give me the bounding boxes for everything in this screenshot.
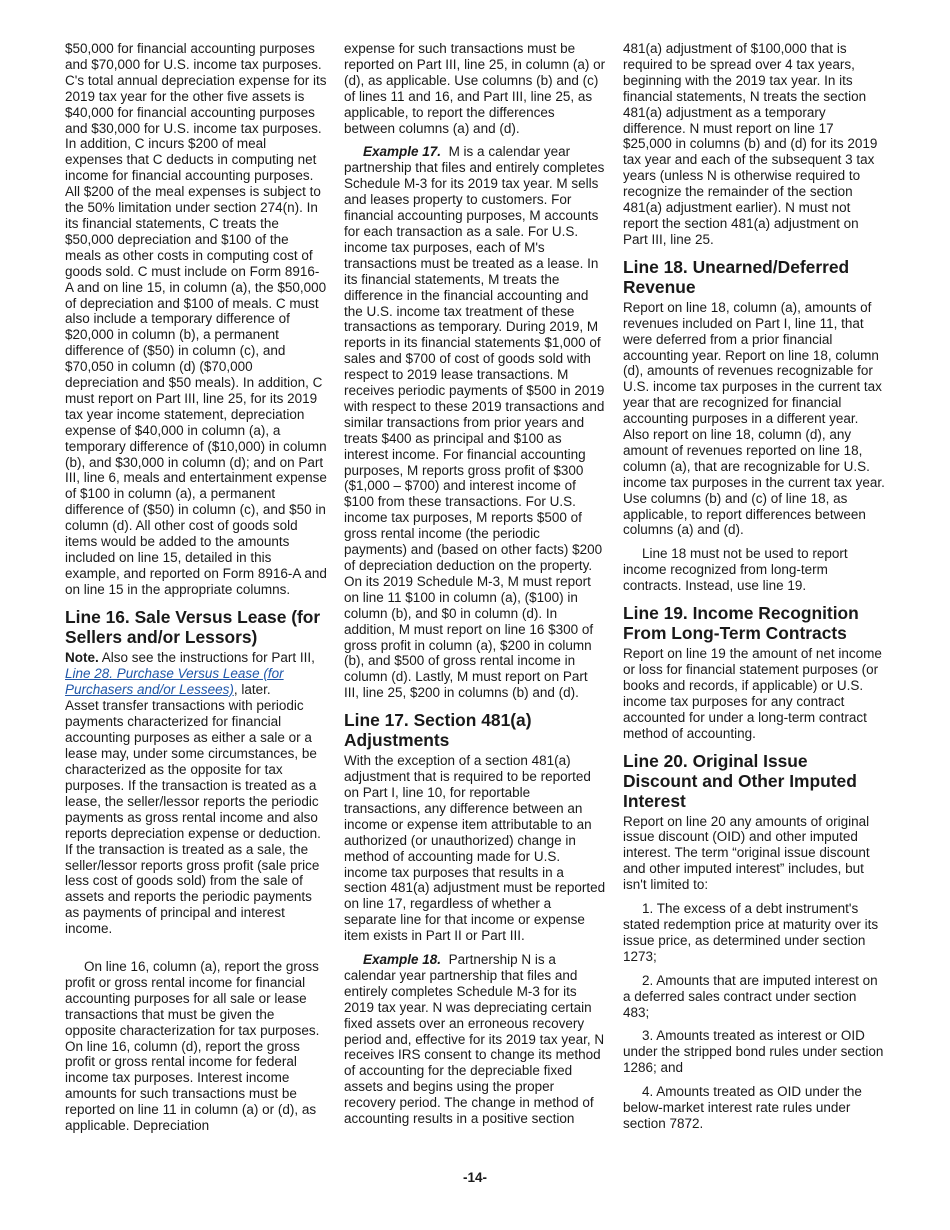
paragraph-line-18: Report on line 18, column (a), amounts of revenues included on Part I, line 11, that were deferred from a prior financial accounting year. Report on line 18, column (d), amounts of revenues recognizable for U.S. income tax purposes in the current tax year that are recognized for financial accounting purposes in a different year. Also report on line 18, column (d), any amount of revenues reported on line 18, column (a), that are recognizable for U.S. income tax purposes in the current tax year. Use columns (b) and (c) of line 18, as applicable, to report differences between columns (a) and (d). [623, 299, 885, 538]
example-17 [344, 144, 606, 701]
paragraph-line-18-note: Line 18 must not be used to report income recognized from long-term contracts. Instead, use line 19. [623, 546, 848, 594]
column-left [65, 41, 327, 1134]
paragraph-depreciation-continued: expense for such transactions must be reported on Part III, line 25, in column (a) or (d), as applicable. Use columns (b) and (c) of lines 11 and 16, and Part III, line 25, as applicable, to report the differences between columns (a) and (d). [344, 41, 606, 136]
heading-line-16: Line 16. Sale Versus Lease (for Sellers and/or Lessors) [65, 606, 321, 647]
note-label: Note. [65, 649, 99, 665]
example-18-label: Example 18. [363, 952, 442, 968]
paragraph-section-481a: With the exception of a section 481(a) adjustment that is required to be reported on Part I, line 10, for reportable transactions, any difference between an income or expense item attributable to an authorized (or unauthorized) change in method of accounting made for U.S. income tax purposes that results in a section 481(a) adjustment must be reported on line 17, regardless of whether a separate line for that income or expense item exists in Part II or Part III. [344, 753, 606, 944]
list-item: 4. Amounts treated as OID under the below-market interest rate rules under section 7872. [623, 1084, 862, 1131]
heading-line-17: Line 17. Section 481(a) Adjustments [344, 710, 532, 751]
paragraph-line-20: Report on line 20 any amounts of original issue discount (OID) and other imputed interest. The term “original issue discount and other imputed interest” includes, but isn't limited to: [623, 813, 870, 893]
list-item: 3. Amounts treated as interest or OID under the stripped bond rules under section 1286; and [623, 1028, 884, 1076]
paragraph-line-16-columns: On line 16, column (a), report the gross profit or gross rental income for financial accounting purposes for all sale or lease transactions that must be given the opposite characterization for tax purposes. On line 16, column (d), report the gross profit or gross rental income for federal income tax purposes. Interest income amounts for such transactions must be reported on line 11 in column (a) or (d), as applicable. Depreciation [65, 959, 320, 1134]
example-17-label: Example 17. [363, 144, 442, 160]
list-item: 1. The excess of a debt instrument's stated redemption price at maturity over its issue price, as determined under section 1273; [623, 901, 879, 964]
list-item: 2. Amounts that are imputed interest on a deferred sales contract under section 483; [623, 972, 878, 1020]
heading-line-19: Line 19. Income Recognition From Long-Term Contracts [623, 603, 859, 644]
paragraph-asset-transfer: Asset transfer transactions with periodic payments characterized for financial accounting purposes as either a sale or a lease may, under some circumstances, be characterized as the opposite for tax purposes. If the transaction is treated as a lease, the seller/lessor reports the periodic payments as gross rental income and also reports depreciation expense or deduction. If the transaction is treated as a sale, the seller/lessor reports gross profit (sale price less cost of goods sold) from the sale of assets and reports the periodic payments as payments of principal and interest income. [65, 698, 321, 937]
note-tail: , later. [233, 681, 271, 697]
column-middle [344, 41, 606, 1127]
paragraph-line-19: Report on line 19 the amount of net income or loss for financial statement purposes (or books and records, if applicable) or U.S. income tax purposes for any contract accounted for under a long-term contract method of accounting. [623, 646, 882, 741]
page-number: -14- [462, 1170, 487, 1185]
heading-line-18: Line 18. Unearned/Deferred Revenue [623, 256, 850, 297]
example-18-text: Partnership N is a calendar year partnership that files and entirely completes Schedule M-3 for its 2019 tax year. N was depreciating certain fixed assets over an erroneous recovery period and, effective for its 2019 tax year, N receives IRS consent to change its method of accounting for the depreciable fixed assets and begins using the proper recovery period. The change in method of accounting results in a positive section [344, 952, 605, 1127]
heading-line-20: Line 20. Original Issue Discount and Other Imputed Interest [623, 750, 857, 811]
paragraph-example-18-continued: 481(a) adjustment of $100,000 that is required to be spread over 4 tax years, beginning with the 2019 tax year. In its financial statements, N treats the section 481(a) adjustment as a temporary difference. N must report on line 17 $25,000 in columns (b) and (d) for its 2019 tax year and each of the subsequent 3 tax years (unless N is otherwise required to recognize the remainder of the section 481(a) adjustment earlier). N must not report the section 481(a) adjustment on Part III, line 25. [623, 41, 878, 247]
example-18 [344, 952, 606, 1127]
note-text: Also see the instructions for Part III, [101, 649, 315, 665]
paragraph-c-example-continued: $50,000 for financial accounting purposes and $70,000 for U.S. income tax purposes. C's total annual depreciation expense for its 2019 tax year for the other five assets is $40,000 for financial accounting purposes and $30,000 for U.S. income tax purposes. In addition, C incurs $200 of meal expenses that C deducts in computing net income for financial accounting purposes. All $200 of the meal expenses is subject to the 50% limitation under section 274(n). In its financial statements, C treats the $50,000 depreciation and $100 of the meals as other costs in computing cost of goods sold. C must include on Form 8916-A and on line 15, in column (a), the $50,000 of depreciation and $100 of meals. C must also include a temporary difference of $20,000 in column (b), a permanent difference of ($50) in column (c), and $70,050 in column (d) ($70,000 depreciation and $50 meals). In addition, C must report on Part III, line 25, for its 2019 tax year income statement, depreciation expense of $40,000 in column (a), a temporary difference of ($10,000) in column (b), and $30,000 in column (d); and on Part III, line 6, meals and entertainment expense of $100 in column (a), a permanent difference of ($50) in column (c), and $50 in column (d). All other cost of goods sold items would be added to the amounts included on line 15, detailed in this example, and reported on Form 8916-A and on line 15 in the appropriate columns. [65, 41, 327, 597]
example-17-text: M is a calendar year partnership that files and entirely completes Schedule M-3 for its 2019 tax year. M sells and leases property to customers. For financial accounting purposes, M accounts for each transaction as a sale. For U.S. income tax purposes, each of M's transactions must be treated as a lease. In its financial statements, M treats the difference in the financial accounting and the U.S. income tax treatment of these transactions as temporary. During 2019, M reports in its financial statements $1,000 of sales and $700 of cost of goods sold with respect to 2019 lease transactions. M receives periodic payments of $500 in 2019 with respect to these 2019 transactions and similar transactions from prior years and treats $400 as principal and $100 as interest income. For financial accounting purposes, M reports gross profit of $300 ($1,000 – $700) and interest income of $100 from these transactions. For U.S. income tax purposes, M reports $500 of gross rental income (the periodic payments) and (based on other facts) $200 of depreciation deduction on the property. On its 2019 Schedule M-3, M must report on line 11 $100 in column (a), ($100) in column (b), and $0 in column (d). In addition, M must report on line 16 $300 of gross profit in column (a), $200 in column (b), and $500 of gross rental income in column (d). Lastly, M must report on Part III, line 25, $200 in columns (b) and (d). [344, 144, 605, 701]
note-paragraph [65, 650, 327, 698]
column-right [623, 41, 885, 1132]
line-28-link[interactable]: Line 28. Purchase Versus Lease (for Purchasers and/or Lessees) [65, 665, 284, 697]
